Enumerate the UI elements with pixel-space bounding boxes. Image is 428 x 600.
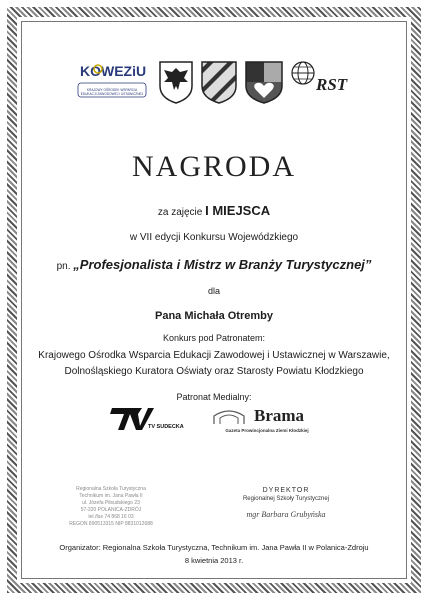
brama-subtitle: Gazeta Prowincjonalna Ziemi Kłodzkiej (225, 428, 309, 433)
koweziu-logo (76, 60, 150, 100)
svg-text:TV SUDECKA: TV SUDECKA (148, 424, 184, 430)
svg-text:KOWEZiU: KOWEZiU (80, 63, 147, 79)
stamp-line: REGON 890513315 NIP 8831012688 (69, 521, 153, 527)
eagle-crest-icon (158, 60, 194, 104)
contest-line (0, 257, 428, 272)
stamp-line: tel./fax 74 868 16 03 (88, 514, 134, 520)
place-value: I MIEJSCA (205, 203, 271, 218)
patronage-line-2: Dolnośląskiego Kuratora Oświaty oraz Starosty Powiatu Kłodzkiego (64, 366, 364, 377)
media-patronage-label: Patronat Medialny: (176, 392, 252, 402)
for-label: dla (207, 286, 220, 296)
patronage-label: Konkurs pod Patronatem: (162, 333, 266, 343)
stamp-line: ul. Józefa Piłsudskiego 23 (82, 500, 140, 506)
stamp-line: 57-320 POLANICA-ZDRÓJ (80, 507, 142, 513)
striped-shield-icon (200, 60, 238, 104)
svg-text:RST: RST (316, 75, 348, 94)
director-stamp (236, 487, 336, 527)
organizer-line: Organizator: Regionalna Szkoła Turystyczna, Technikum im. Jana Pawła II w Polanica-Zdroju (59, 543, 369, 552)
place-prefix: za zajęcie (157, 207, 203, 218)
director-title: DYREKTOR (262, 487, 310, 494)
stamp-line: Technikum im. Jana Pawła II (79, 493, 143, 499)
heart-shield-icon (244, 60, 284, 104)
contest-name: „Profesjonalista i Mistrz w Branży Turystycznej” (73, 257, 372, 272)
svg-text:KRAJOWY OŚRODEK WSPARCIA: KRAJOWY OŚRODEK WSPARCIA (86, 88, 138, 92)
award-title: NAGRODA (132, 150, 296, 183)
header-logos (76, 60, 366, 106)
date-line: 8 kwietnia 2013 r. (184, 556, 244, 565)
place-line (0, 203, 428, 218)
recipient-name: Pana Michała Otremby (155, 310, 273, 322)
brama-gate-icon (212, 408, 246, 426)
brama-title: Brama (254, 406, 305, 425)
patronage-institutions (0, 348, 428, 380)
brama-logo (212, 406, 322, 436)
director-subtitle: Regionalnej Szkoły Turystycznej (242, 496, 330, 502)
tv-sudecka-logo (108, 404, 188, 432)
stamp-line: Regionalna Szkoła Turystyczna (76, 486, 146, 492)
rst-logo (308, 72, 358, 96)
director-signature: mgr Barbara Grubyńska (246, 510, 326, 519)
contest-prefix: pn. (56, 261, 71, 272)
school-stamp (56, 486, 166, 532)
patronage-line-1: Krajowego Ośrodka Wsparcia Edukacji Zawodowej i Ustawicznej w Warszawie, (38, 350, 390, 361)
svg-text:EDUKACJI ZAWODOWEJ I USTAWICZN: EDUKACJI ZAWODOWEJ I USTAWICZNEJ (80, 92, 144, 96)
edition-line: w VII edycji Konkursu Wojewódzkiego (129, 232, 299, 243)
